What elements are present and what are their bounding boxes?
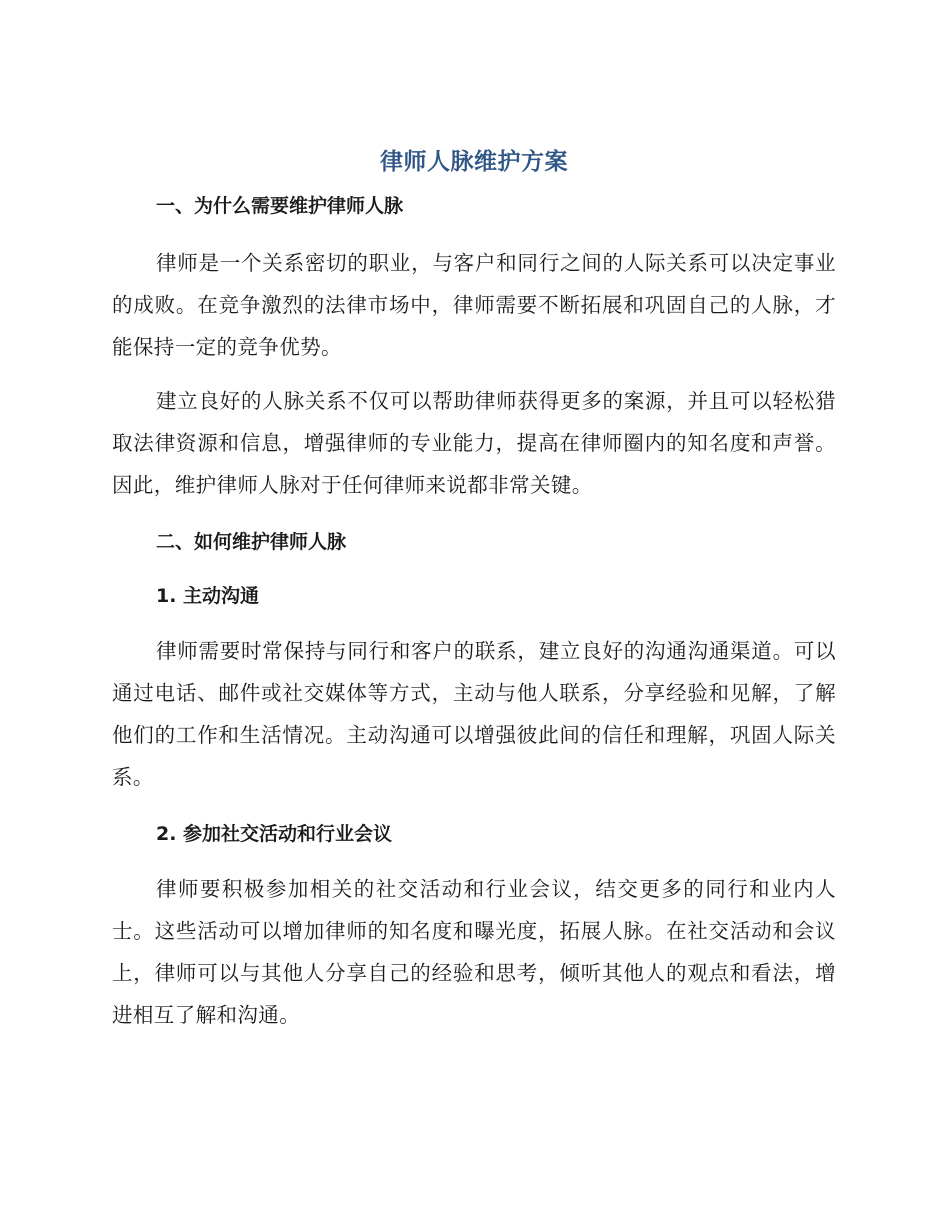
section-heading-how: 二、如何维护律师人脉 bbox=[156, 531, 347, 553]
paragraph: 律师要积极参加相关的社交活动和行业会议，结交更多的同行和业内人士。这些活动可以增加律师的知名度和曝光度，拓展人脉。在社交活动和会议上，律师可以与其他人分享自己的经验和思考，倾听其他人的观点和看法，增进相互了解和沟通。 bbox=[112, 877, 836, 1027]
document-body bbox=[112, 138, 836, 1036]
paragraph: 律师是一个关系密切的职业，与客户和同行之间的人际关系可以决定事业的成败。在竞争激烈的法律市场中，律师需要不断拓展和巩固自己的人脉，才能保持一定的竞争优势。 bbox=[112, 251, 836, 359]
section-heading-why: 一、为什么需要维护律师人脉 bbox=[156, 195, 404, 217]
subsection-heading-events: 2. 参加社交活动和行业会议 bbox=[156, 823, 393, 845]
paragraph: 律师需要时常保持与同行和客户的联系，建立良好的沟通沟通渠道。可以通过电话、邮件或社交媒体等方式，主动与他人联系，分享经验和见解，了解他们的工作和生活情况。主动沟通可以增强彼此间的信任和理解，巩固人际关系。 bbox=[112, 639, 836, 789]
document-title: 律师人脉维护方案 bbox=[380, 149, 568, 175]
paragraph: 建立良好的人脉关系不仅可以帮助律师获得更多的案源，并且可以轻松猎取法律资源和信息，增强律师的专业能力，提高在律师圈内的知名度和声誉。因此，维护律师人脉对于任何律师来说都非常关键。 bbox=[112, 389, 836, 497]
subsection-heading-communication: 1. 主动沟通 bbox=[156, 585, 260, 607]
